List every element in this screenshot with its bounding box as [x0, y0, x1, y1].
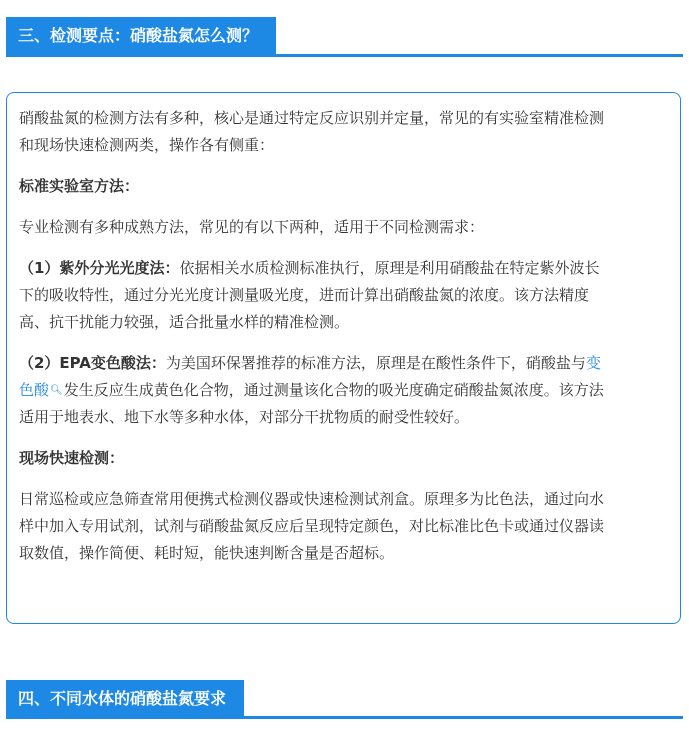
field-line-1: 日常巡检或应急筛查常用便携式检测仪器或快速检测试剂盒。原理多为比色法，通过向水: [19, 490, 605, 508]
field-line-3: 取数值，操作简便、耗时短，能快速判断含量是否超标。: [19, 544, 395, 562]
field-paragraph: [19, 486, 670, 567]
chromotropic-acid-link-part-2[interactable]: 色酸: [19, 381, 50, 399]
lab-heading: 标准实验室方法：: [19, 177, 140, 195]
uv-label: （1）紫外分光光度法：: [19, 259, 180, 277]
section-4-title: 四、不同水体的硝酸盐氮要求: [6, 680, 244, 718]
epa-line-2: [19, 377, 670, 404]
lab-intro-paragraph: [19, 214, 670, 241]
epa-method-paragraph: [19, 350, 670, 431]
epa-text-1: 为美国环保署推荐的标准方法，原理是在酸性条件下，硝酸盐与: [165, 354, 586, 372]
intro-line-1: 硝酸盐氮的检测方法有多种，核心是通过特定反应识别并定量，常见的有实验室精准检测: [19, 109, 605, 127]
intro-paragraph: [19, 105, 670, 159]
uv-line-3: 高、抗干扰能力较强，适合批量水样的精准检测。: [19, 313, 350, 331]
epa-label: （2）EPA变色酸法：: [19, 354, 166, 372]
field-heading: 现场快速检测：: [19, 449, 125, 467]
lab-heading-paragraph: [19, 173, 670, 200]
search-icon[interactable]: 🔍︎: [50, 385, 63, 396]
uv-method-paragraph: [19, 255, 670, 336]
epa-line-1: [19, 350, 670, 377]
content-box: [6, 92, 681, 624]
field-heading-paragraph: [19, 445, 670, 472]
uv-line-2: 下的吸收特性，通过分光光度计测量吸光度，进而计算出硝酸盐氮的浓度。该方法精度: [19, 286, 590, 304]
intro-line-2: 和现场快速检测两类，操作各有侧重：: [19, 136, 275, 154]
epa-line-3: 适用于地表水、地下水等多种水体，对部分干扰物质的耐受性较好。: [19, 408, 470, 426]
section-3-title: 三、检测要点：硝酸盐氮怎么测？: [6, 17, 276, 55]
epa-text-2: 发生反应生成黄色化合物，通过测量该化合物的吸光度确定硝酸盐氮浓度。该方法: [63, 381, 604, 399]
field-line-2: 样中加入专用试剂，试剂与硝酸盐氮反应后呈现特定颜色，对比标准比色卡或通过仪器读: [19, 517, 605, 535]
uv-text-1: 依据相关水质检测标准执行，原理是利用硝酸盐在特定紫外波长: [179, 259, 600, 277]
chromotropic-acid-link-part-1[interactable]: 变: [585, 354, 601, 372]
lab-intro: 专业检测有多种成熟方法，常见的有以下两种，适用于不同检测需求：: [19, 218, 485, 236]
uv-line-1: [19, 255, 670, 282]
